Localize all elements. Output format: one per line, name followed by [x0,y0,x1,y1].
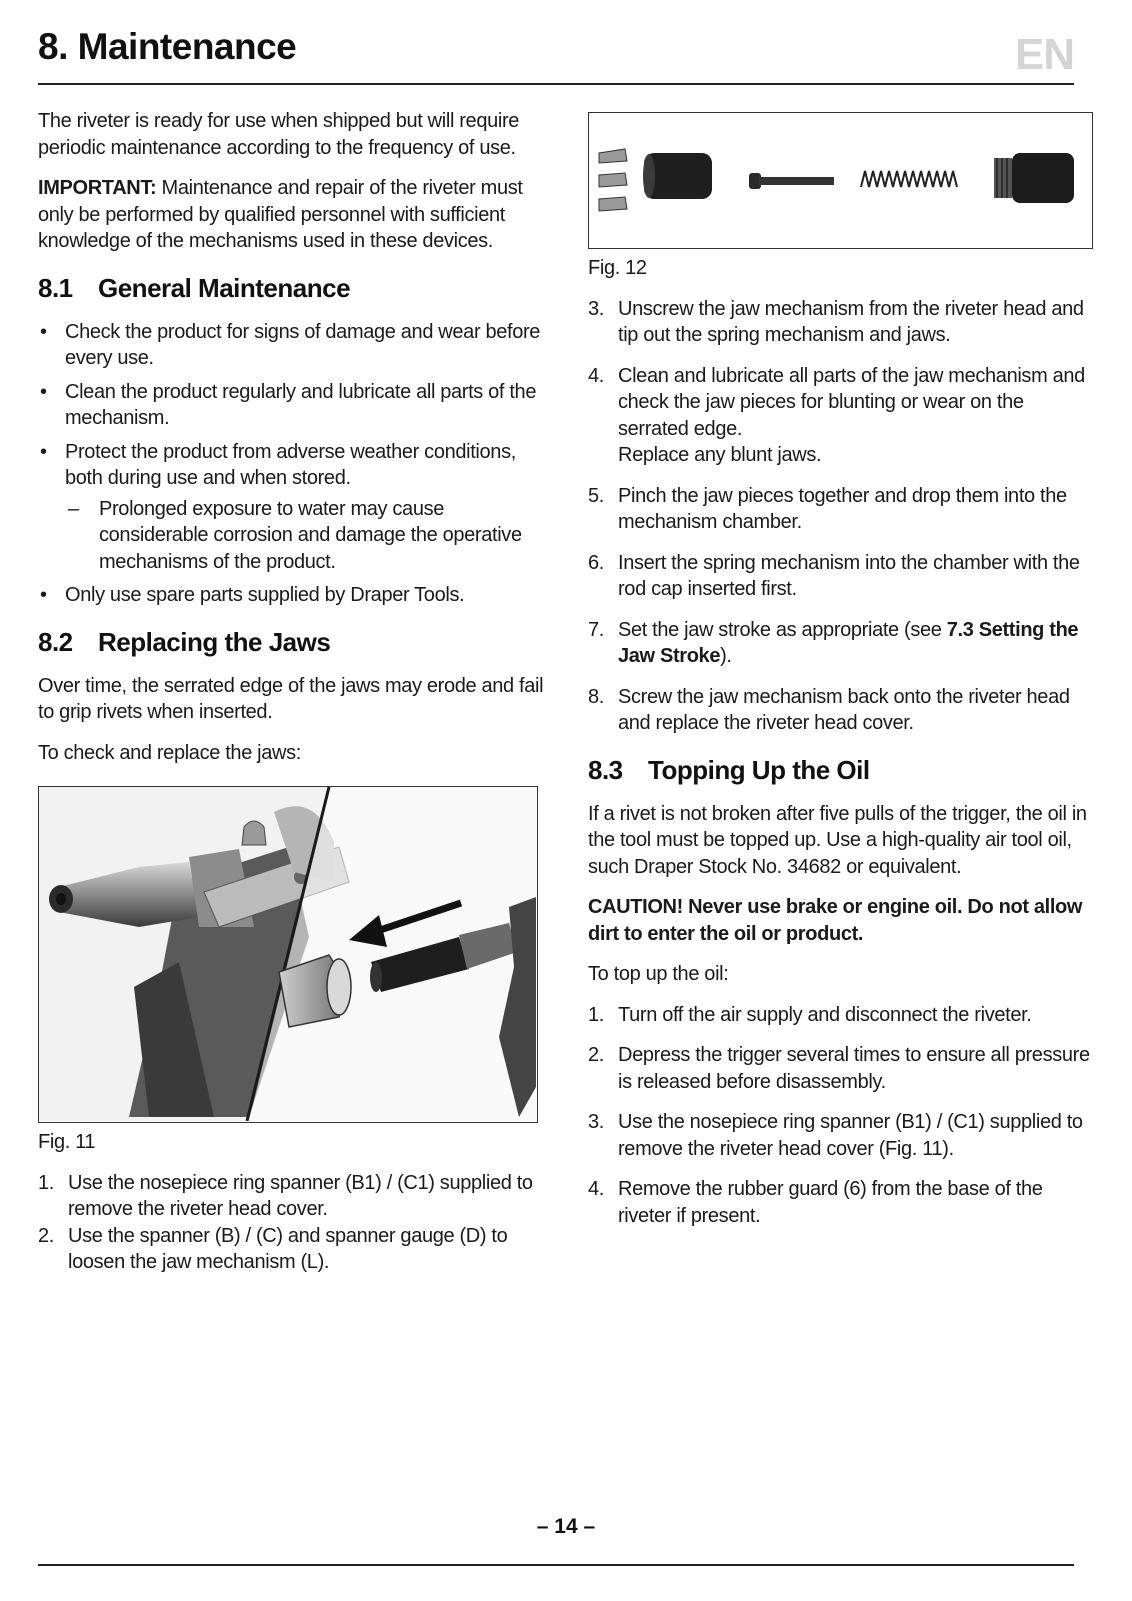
figure-12-image [588,112,1093,249]
right-column [588,112,1093,1243]
step-item [588,363,1093,469]
caution-paragraph: CAUTION! Never use brake or engine oil. Do not allow dirt to enter the oil or product. [588,896,1083,945]
step-item [588,617,1093,670]
page-title: 8. Maintenance [38,26,297,67]
important-text: Maintenance and repair of the riveter must only be performed by qualified personnel with sufficient knowledge of the mechanisms used in these devices. [38,177,523,252]
step-number: 8. [588,685,604,708]
step-number: 1. [38,1171,54,1194]
step-number: 3. [588,297,604,320]
page-number: – 14 – [536,1515,596,1538]
step-number: 5. [588,484,604,507]
step-number: 2. [588,1044,604,1066]
list-item: • Clean the product regularly and lubricate all parts of the mechanism. [38,379,548,432]
step-text: Pinch the jaw pieces together and drop them into the mechanism chamber. [618,484,1067,533]
riveter-illustration [39,787,536,1121]
step-number: 6. [588,551,604,574]
step-item [588,1109,1093,1162]
step-text-note: Replace any blunt jaws. [618,444,822,466]
step-text: Remove the rubber guard (6) from the base of the riveter if present. [618,1178,1043,1227]
step-text: Turn off the air supply and disconnect the riveter. [618,1003,1032,1026]
step-text: Depress the trigger several times to ensure all pressure is released before disassembly. [618,1044,1090,1093]
footer-rule [38,1564,1074,1566]
list-item: • Check the product for signs of damage and wear before every use. [38,319,548,372]
step-number: 7. [588,618,604,641]
section-number: 8.1 [38,272,73,303]
step-item [588,296,1093,349]
step-text: Unscrew the jaw mechanism from the riveter head and tip out the spring mechanism and jaws. [618,297,1084,346]
oil-paragraph: If a rivet is not broken after five pulls of the trigger, the oil in the tool must be topped up. Use a high-quality air tool oil, such Draper Stock No. 34682 or equivalent. [588,802,1087,878]
step-item [588,684,1093,737]
figure-11-image [38,786,538,1123]
step-text: Screw the jaw mechanism back onto the riveter head and replace the riveter head cover. [618,685,1070,734]
section-heading-8-1 [38,273,548,303]
intro-paragraph: The riveter is ready for use when shipped but will require periodic maintenance according to the frequency of use. [38,110,520,159]
section-number: 8.3 [588,754,623,785]
section-heading-8-2 [38,627,548,657]
list-item [38,439,548,576]
sub-list [65,496,548,576]
language-tag: EN [1014,30,1074,79]
figure-12-caption: Fig. 12 [588,257,647,279]
step-text: Clean and lubricate all parts of the jaw mechanism and check the jaw pieces for blunting or wear on the serrated edge. [618,364,1085,440]
step-number: 3. [588,1111,604,1133]
section-heading-8-3 [588,755,1093,785]
step-item [588,483,1093,536]
step-text: Use the spanner (B) / (C) and spanner gauge (D) to loosen the jaw mechanism (L). [68,1224,508,1273]
step-item [38,1223,548,1276]
oil-intro: To top up the oil: [588,963,729,985]
figure-11-caption: Fig. 11 [38,1131,96,1153]
jaw-parts-illustration [589,113,1091,247]
jaws-intro: To check and replace the jaws: [38,741,301,764]
step-number: 4. [588,1178,604,1200]
important-label: IMPORTANT: [38,177,157,199]
step-item [588,1042,1093,1095]
step-text: Insert the spring mechanism into the chamber with the rod cap inserted first. [618,551,1080,600]
section-title: Topping Up the Oil [648,754,870,785]
header-rule [38,83,1074,85]
list-item-text: Protect the product from adverse weather conditions, both during use and when stored. [65,440,516,489]
section-title: General Maintenance [98,272,351,303]
list-item: • Only use spare parts supplied by Draper Tools. [38,582,548,609]
jaws-paragraph: Over time, the serrated edge of the jaws may erode and fail to grip rivets when inserted. [38,674,544,723]
step-text: Use the nosepiece ring spanner (B1) / (C1) supplied to remove the riveter head cover. [68,1171,533,1220]
step-text: ). [720,645,732,667]
section-number: 8.2 [38,626,73,657]
section-title: Replacing the Jaws [98,626,331,657]
replace-jaws-steps-continued [588,296,1093,737]
sub-list-item: – Prolonged exposure to water may cause considerable corrosion and damage the operative mechanisms of the product. [65,496,548,576]
top-up-oil-steps [588,1002,1093,1230]
left-column [38,108,548,1286]
important-paragraph [38,175,548,255]
step-item [588,550,1093,603]
step-text: Use the nosepiece ring spanner (B1) / (C1) supplied to remove the riveter head cover (Fig. 11). [618,1111,1083,1160]
general-maintenance-list [38,319,548,609]
replace-jaws-steps [38,1170,548,1276]
step-item [38,1170,548,1223]
step-number: 1. [588,1003,604,1026]
cross-reference: 7.3 Setting the Jaw Stroke [618,618,1079,667]
step-number: 2. [38,1224,54,1247]
step-item [588,1176,1093,1229]
step-number: 4. [588,364,604,387]
step-text: Set the jaw stroke as appropriate (see [618,618,947,641]
step-item [588,1002,1093,1029]
